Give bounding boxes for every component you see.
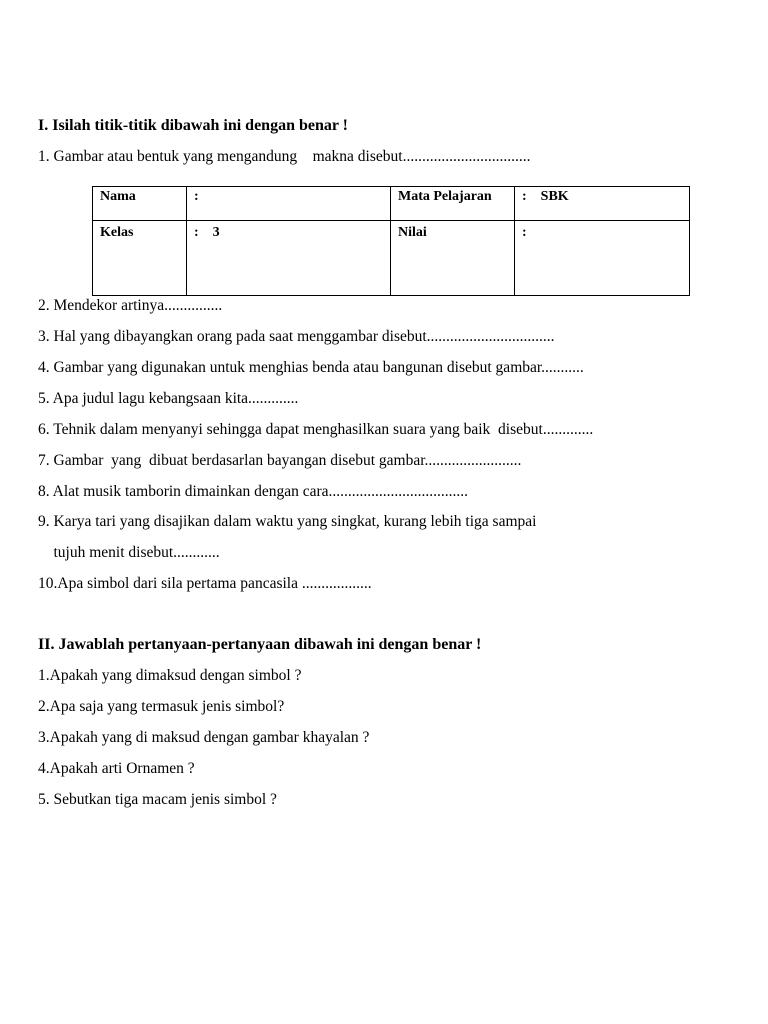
question-1-10: 10.Apa simbol dari sila pertama pancasila .................. xyxy=(38,575,372,592)
kelas-field: : 3 xyxy=(187,221,391,296)
question-1-6: 6. Tehnik dalam menyanyi sehingga dapat menghasilkan suara yang baik disebut............. xyxy=(38,421,594,438)
mata-pelajaran-field: : SBK xyxy=(515,187,690,221)
question-2-2: 2.Apa saja yang termasuk jenis simbol? xyxy=(38,698,285,715)
student-id-table xyxy=(92,186,690,296)
table-row xyxy=(93,187,690,221)
nilai-label: Nilai xyxy=(391,221,515,296)
nilai-field: : xyxy=(515,221,690,296)
question-2-4: 4.Apakah arti Ornamen ? xyxy=(38,760,195,777)
nama-field: : xyxy=(187,187,391,221)
section-1-title: I. Isilah titik-titik dibawah ini dengan benar ! xyxy=(38,117,349,134)
question-1-3: 3. Hal yang dibayangkan orang pada saat menggambar disebut................................. xyxy=(38,328,555,345)
question-2-5: 5. Sebutkan tiga macam jenis simbol ? xyxy=(38,791,277,808)
question-1-8: 8. Alat musik tamborin dimainkan dengan cara.................................... xyxy=(38,483,469,500)
question-2-1: 1.Apakah yang dimaksud dengan simbol ? xyxy=(38,667,302,684)
question-1-7: 7. Gambar yang dibuat berdasarlan bayangan disebut gambar......................... xyxy=(38,452,522,469)
question-2-3: 3.Apakah yang di maksud dengan gambar khayalan ? xyxy=(38,729,370,746)
question-1-9: 9. Karya tari yang disajikan dalam waktu yang singkat, kurang lebih tiga sampai xyxy=(38,513,537,530)
section-2-title: II. Jawablah pertanyaan-pertanyaan dibawah ini dengan benar ! xyxy=(38,636,482,653)
question-1-5: 5. Apa judul lagu kebangsaan kita............. xyxy=(38,390,299,407)
question-1-1: 1. Gambar atau bentuk yang mengandung makna disebut................................. xyxy=(38,148,531,165)
question-1-2: 2. Mendekor artinya............... xyxy=(38,297,223,314)
table-row xyxy=(93,221,690,296)
kelas-label: Kelas xyxy=(93,221,187,296)
question-1-4: 4. Gambar yang digunakan untuk menghias benda atau bangunan disebut gambar........... xyxy=(38,359,584,376)
question-1-9-continued: tujuh menit disebut............ xyxy=(38,544,220,561)
nama-label: Nama xyxy=(93,187,187,221)
mata-pelajaran-label: Mata Pelajaran xyxy=(391,187,515,221)
